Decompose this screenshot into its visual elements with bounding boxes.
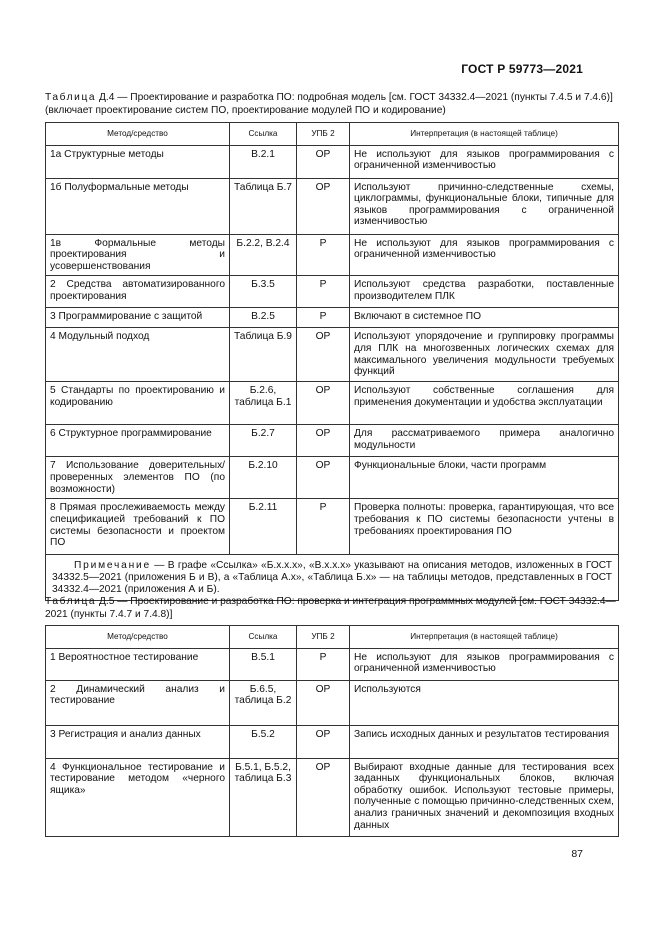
cell-method: 2 Динамический анализ и тестирование (46, 680, 230, 725)
table-row (46, 680, 619, 725)
table-row (46, 382, 619, 425)
cell-sil: Р (297, 234, 350, 276)
cell-reference: Б.2.6, таблица Б.1 (230, 382, 297, 425)
cell-reference: Б.6.5, таблица Б.2 (230, 680, 297, 725)
cell-method: 3 Программирование с защитой (46, 308, 230, 328)
cell-interpretation: Запись исходных данных и результатов тестирования (350, 725, 619, 758)
table-row (46, 308, 619, 328)
col-header-method: Метод/средство (46, 123, 230, 146)
cell-method: 1в Формальные методы проектирования и усовершенствования (46, 234, 230, 276)
cell-sil: ОР (297, 680, 350, 725)
table-d5-caption (45, 596, 617, 621)
cell-method: 2 Средства автоматизированного проектирования (46, 276, 230, 308)
table-row (46, 178, 619, 234)
cell-sil: ОР (297, 758, 350, 836)
table-header-row (46, 123, 619, 146)
cell-sil: ОР (297, 425, 350, 457)
cell-reference: Таблица Б.9 (230, 328, 297, 382)
cell-interpretation: Не используют для языков программирования с ограниченной изменчивостью (350, 648, 619, 680)
cell-reference: Б.2.11 (230, 499, 297, 555)
caption-label: Таблица (45, 596, 97, 607)
document-id: ГОСТ Р 59773—2021 (461, 62, 583, 76)
cell-reference: Таблица Б.7 (230, 178, 297, 234)
col-header-method: Метод/средство (46, 626, 230, 649)
table-note (46, 555, 619, 601)
cell-interpretation: Используют упорядочение и группировку программы для ПЛК на многозвенных логических схемах для максимального увеличения модульности требуемых функций (350, 328, 619, 382)
table-d4-caption (45, 92, 617, 117)
cell-sil: ОР (297, 328, 350, 382)
table-row (46, 758, 619, 836)
table-row (46, 457, 619, 499)
caption-text: Д.4 — Проектирование и разработка ПО: подробная модель [см. ГОСТ 34332.4—2021 (пункты 7.4.5 и 7.4.6)] (включает проектирование систем ПО, проектирование модулей ПО и кодирование) (45, 92, 613, 116)
cell-reference: В.5.1 (230, 648, 297, 680)
col-header-interpretation: Интерпретация (в настоящей таблице) (350, 626, 619, 649)
table-header-row (46, 626, 619, 649)
cell-method: 4 Функциональное тестирование и тестирование методом «черного ящика» (46, 758, 230, 836)
table-row (46, 499, 619, 555)
table-d4 (45, 122, 619, 601)
note-label: Примечание (74, 560, 151, 572)
table-d5 (45, 625, 619, 837)
table-row (46, 725, 619, 758)
cell-method: 1а Структурные методы (46, 145, 230, 178)
caption-label: Таблица (45, 92, 97, 103)
cell-method: 6 Структурное программирование (46, 425, 230, 457)
cell-interpretation: Используют причинно-следственные схемы, циклограммы, функциональные блоки, типичные для языков программирования с ограниченной изменчивостью (350, 178, 619, 234)
table-row (46, 145, 619, 178)
cell-sil: Р (297, 308, 350, 328)
cell-method: 4 Модульный подход (46, 328, 230, 382)
cell-interpretation: Используют собственные соглашения для применения документации и удобства эксплуатации (350, 382, 619, 425)
cell-interpretation: Для рассматриваемого примера аналогично модульности (350, 425, 619, 457)
page-number: 87 (571, 848, 583, 860)
cell-reference: Б.3.5 (230, 276, 297, 308)
cell-interpretation: Функциональные блоки, части программ (350, 457, 619, 499)
cell-sil: ОР (297, 457, 350, 499)
cell-interpretation: Включают в системное ПО (350, 308, 619, 328)
table-note-row (46, 555, 619, 601)
table-row (46, 276, 619, 308)
cell-method: 5 Стандарты по проектированию и кодированию (46, 382, 230, 425)
cell-interpretation: Не используют для языков программирования с ограниченной изменчивостью (350, 145, 619, 178)
cell-sil: ОР (297, 725, 350, 758)
cell-interpretation: Используют средства разработки, поставленные производителем ПЛК (350, 276, 619, 308)
cell-sil: Р (297, 499, 350, 555)
cell-reference: Б.2.10 (230, 457, 297, 499)
cell-reference: В.2.5 (230, 308, 297, 328)
cell-reference: В.2.1 (230, 145, 297, 178)
table-row (46, 328, 619, 382)
caption-text: Д.5 — Проектирование и разработка ПО: проверка и интеграция программных модулей [см. ГОСТ 34332.4—2021 (пункты 7.4.7 и 7.4.8)] (45, 596, 616, 620)
cell-method: 1б Полуформальные методы (46, 178, 230, 234)
col-header-reference: Ссылка (230, 123, 297, 146)
table-row (46, 234, 619, 276)
cell-method: 7 Использование доверительных/проверенных элементов ПО (по возможности) (46, 457, 230, 499)
cell-method: 1 Вероятностное тестирование (46, 648, 230, 680)
col-header-interpretation: Интерпретация (в настоящей таблице) (350, 123, 619, 146)
cell-sil: ОР (297, 145, 350, 178)
cell-interpretation: Проверка полноты: проверка, гарантирующая, что все требования к ПО системы безопасности учтены в требованиях проектирования ПО (350, 499, 619, 555)
table-row (46, 648, 619, 680)
cell-interpretation: Используются (350, 680, 619, 725)
cell-method: 3 Регистрация и анализ данных (46, 725, 230, 758)
cell-interpretation: Не используют для языков программирования с ограниченной изменчивостью (350, 234, 619, 276)
cell-reference: Б.2.2, В.2.4 (230, 234, 297, 276)
note-text: — В графе «Ссылка» «Б.х.х.х», «В.х.х.х» указывают на описания методов, изложенных в ГОСТ 34332.5—2021 (приложения Б и В), а «Таблица А.х», «Таблица Б.х» — на таблицы методов, представленных в ГОСТ 34332.4—2021 (приложения А и Б). (52, 560, 612, 595)
cell-method: 8 Прямая прослеживаемость между спецификацией требований к ПО системы безопасности и проектом ПО (46, 499, 230, 555)
col-header-reference: Ссылка (230, 626, 297, 649)
cell-sil: ОР (297, 382, 350, 425)
cell-interpretation: Выбирают входные данные для тестирования всех заданных функциональных блоков, включая обработку ошибок. Используют тестовые примеры, полученные с помощью причинно-следственных схем, анализ граничных значений и декомпозиция входных данных (350, 758, 619, 836)
cell-reference: Б.5.1, Б.5.2, таблица Б.3 (230, 758, 297, 836)
cell-sil: Р (297, 276, 350, 308)
col-header-sil: УПБ 2 (297, 626, 350, 649)
cell-reference: Б.2.7 (230, 425, 297, 457)
cell-reference: Б.5.2 (230, 725, 297, 758)
cell-sil: Р (297, 648, 350, 680)
cell-sil: ОР (297, 178, 350, 234)
col-header-sil: УПБ 2 (297, 123, 350, 146)
table-row (46, 425, 619, 457)
